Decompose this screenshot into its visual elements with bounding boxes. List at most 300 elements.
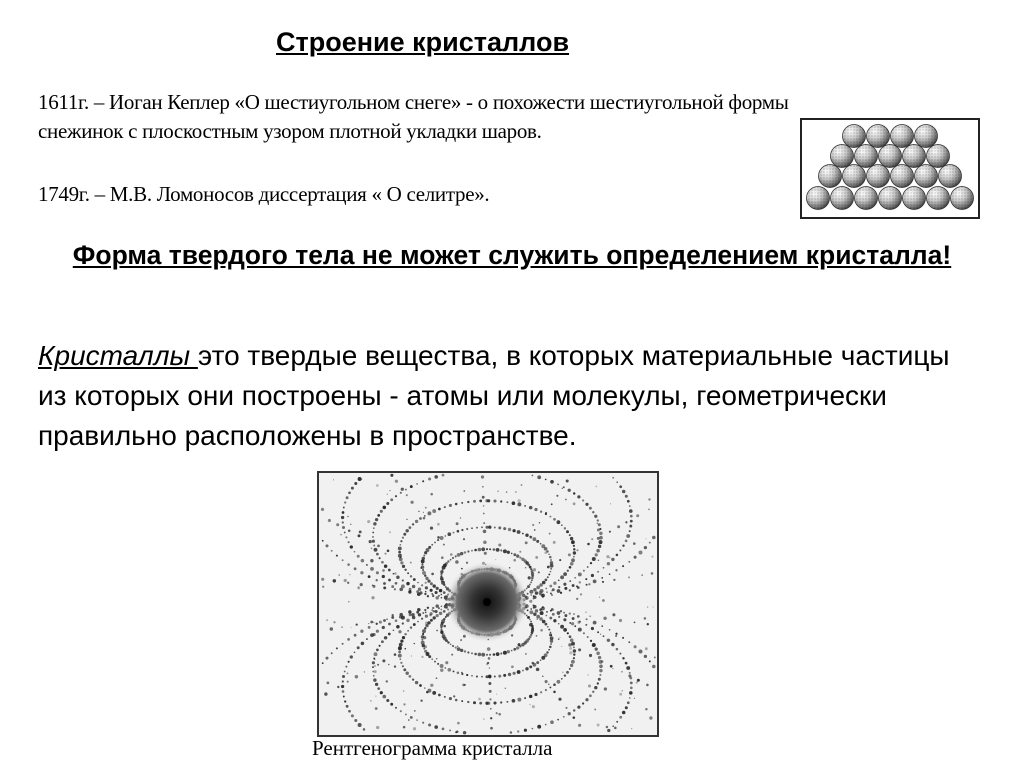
diffraction-spot [629,697,631,699]
sphere-texture [807,187,830,210]
diffraction-spot [521,643,524,646]
diffraction-spot [358,534,361,537]
diffraction-spot [530,634,532,636]
diffraction-spot [525,567,526,568]
diffraction-spot [652,606,653,607]
diffraction-spot [406,519,407,520]
diffraction-spot [361,559,365,563]
diffraction-spot [366,564,368,566]
diffraction-spot [372,666,374,668]
diffraction-spot [373,633,376,636]
diffraction-spot [525,653,527,655]
diffraction-spot [436,630,438,632]
diffraction-spot [389,531,391,533]
diffraction-spot [424,609,426,611]
diffraction-spot [532,475,534,477]
diffraction-spot [625,495,628,498]
diffraction-spot [386,699,389,702]
diffraction-spot [489,654,491,656]
diffraction-spot [512,672,515,675]
diffraction-spot [558,579,560,581]
history-line-lomonosov: 1749г. – М.В. Ломоносов диссертация « О селитре». [38,182,490,206]
diffraction-spot [481,526,483,528]
diffraction-spot [545,689,547,691]
diffraction-spot [471,550,473,552]
diffraction-spot [452,645,454,647]
diffraction-spot [374,665,376,667]
diffraction-spot [437,536,440,539]
diffraction-spot [539,591,543,595]
diffraction-spot [322,540,324,542]
diffraction-spot [529,506,533,510]
diffraction-spot [594,708,596,710]
diffraction-spot [342,690,345,693]
diffraction-spot [599,665,603,669]
diffraction-spot [630,520,633,523]
diffraction-spot [346,705,349,708]
diffraction-spot [398,551,401,554]
diffraction-spot [457,672,460,675]
diffraction-spot [493,548,496,551]
diffraction-spot [421,584,423,586]
diffraction-spot [337,686,339,688]
diffraction-spot [531,579,533,581]
diffraction-spot [342,643,344,645]
diffraction-spot [525,533,528,536]
diffraction-spot [390,703,393,706]
diffraction-spot [569,580,571,582]
diffraction-spot [531,631,534,634]
diffraction-spot [563,612,565,614]
diffraction-spot [417,621,419,623]
diffraction-spot [428,477,431,480]
diffraction-spot [546,591,548,593]
diffraction-spot [409,613,412,616]
diffraction-spot [548,629,550,631]
diffraction-spot [593,580,597,584]
diffraction-spot [413,578,416,581]
diffraction-spot [463,731,466,734]
diffraction-spot [360,630,363,633]
diffraction-spot [524,505,526,507]
diffraction-spot [406,494,408,496]
diffraction-spot [374,548,378,552]
diffraction-spot [530,536,532,538]
diffraction-spot [399,643,403,647]
sphere-texture [867,165,890,188]
diffraction-spot [361,478,363,480]
diffraction-spot [457,722,460,725]
diffraction-spot [402,565,405,568]
diffraction-spot [619,549,621,551]
diffraction-spot [542,606,544,608]
diffraction-spot [646,684,649,687]
diffraction-spot [383,695,387,699]
diffraction-spot [347,563,350,566]
diffraction-spot [486,548,488,550]
sphere-texture [951,187,974,210]
diffraction-spot [447,532,451,536]
diffraction-spot [545,680,548,683]
diffraction-spot [633,542,636,545]
diffraction-spot [532,662,535,665]
diffraction-spot [488,657,491,660]
diffraction-spot [513,553,516,556]
diffraction-spot [548,684,550,686]
diffraction-spot [646,538,647,539]
diffraction-spot [562,672,563,673]
diffraction-spot [414,643,415,644]
diffraction-spot [569,668,571,670]
diffraction-spot [591,574,594,577]
diffraction-spot [372,532,374,534]
diffraction-spot [392,614,394,616]
diffraction-spot [411,655,412,656]
diffraction-spot [536,668,540,672]
diffraction-spot [473,701,476,704]
diffraction-spot [529,600,532,603]
diffraction-spot [431,658,433,660]
diffraction-spot [593,621,597,625]
diffraction-spot [450,643,452,645]
diffraction-spot [517,698,521,702]
diffraction-spot [321,578,324,581]
diffraction-spot [614,727,617,730]
diffraction-spot [574,625,576,627]
diffraction-spot [597,529,600,532]
diffraction-spot [540,629,543,632]
diffraction-spot [566,530,569,533]
diffraction-spot [595,553,598,556]
diffraction-spot [586,618,588,620]
diffraction-spot [545,479,547,481]
diffraction-spot [496,652,500,656]
diffraction-spot [578,648,581,651]
diffraction-spot [629,505,631,507]
diffraction-spot [442,474,445,477]
diffraction-spot [408,610,411,613]
diffraction-spot [539,522,540,523]
diffraction-spot [402,665,404,667]
diffraction-spot [402,636,405,639]
sphere-texture [891,165,914,188]
diffraction-spot [587,543,590,546]
diffraction-spot [361,642,365,646]
diffraction-spot [350,545,353,548]
diffraction-spot [545,615,547,617]
diffraction-spot [595,486,597,488]
diffraction-spot [488,675,492,679]
diffraction-spot [601,660,604,663]
diffraction-spot [597,571,599,573]
diffraction-spot [400,554,401,555]
diffraction-spot [558,638,560,640]
diffraction-spot [594,515,597,518]
diffraction-spot [404,648,406,650]
diffraction-spot [647,623,649,625]
diffraction-spot [478,548,482,552]
diffraction-spot [609,629,611,631]
diffraction-spot [483,505,485,507]
diffraction-spot [628,576,630,578]
diffraction-spot [630,682,633,685]
diffraction-spot [412,678,414,680]
diffraction-spot [533,537,537,541]
diffraction-spot [634,645,637,648]
diffraction-spot [417,608,421,612]
diffraction-spot [432,691,436,695]
diffraction-spot [545,512,547,514]
diffraction-spot [393,629,395,631]
diffraction-spot [370,700,372,702]
diffraction-spot [443,591,446,594]
diffraction-spot [559,559,561,561]
diffraction-spot [443,633,445,635]
diffraction-spot [379,557,381,559]
diffraction-spot [549,617,552,620]
diffraction-spot [394,588,396,590]
diffraction-spot [450,559,452,561]
diffraction-spot [438,508,441,511]
diffraction-spot [436,658,437,659]
diffraction-spot [348,710,351,713]
diffraction-spot [597,519,599,521]
diffraction-spot [577,615,580,618]
crystal-definition [38,336,968,456]
diffraction-spot [398,654,402,658]
diffraction-spot [425,615,428,618]
diffraction-spot [447,641,449,643]
diffraction-spot [597,537,600,540]
diffraction-spot [550,720,554,724]
diffraction-spot [383,506,387,510]
diffraction-spot [496,694,497,695]
diffraction-spot [629,530,631,532]
diffraction-spot [391,585,394,588]
diffraction-spot [603,635,605,637]
diffraction-spot [456,522,459,525]
diffraction-spot [550,561,553,564]
diffraction-spot [592,643,596,647]
diffraction-spot [336,523,339,526]
diffraction-spot [344,532,346,534]
diffraction-spot [440,609,442,611]
diffraction-spot [525,667,528,670]
diffraction-spot [481,475,484,478]
diffraction-spot [595,647,598,650]
diffraction-spot [461,502,463,504]
diffraction-spot [493,499,496,502]
diffraction-spot [541,544,545,548]
diffraction-spot [436,677,438,679]
sphere-texture [831,187,854,210]
diffraction-spot [342,675,345,678]
diffraction-spot [585,624,587,626]
diffraction-spot [416,719,418,721]
diffraction-spot [607,639,610,642]
diffraction-spot [380,510,383,513]
diffraction-spot [404,569,406,571]
diffraction-spot [417,582,419,584]
diffraction-spot [521,558,524,561]
diffraction-spot [587,674,589,676]
diffraction-spot [453,532,455,534]
diffraction-spot [466,674,468,676]
diffraction-spot [588,583,590,585]
diffraction-spot [326,619,328,621]
diffraction-spot [382,659,385,662]
diffraction-spot [461,529,463,531]
diffraction-spot [455,699,458,702]
diffraction-spot [613,579,615,581]
diffraction-spot [413,623,416,626]
diffraction-spot [591,627,594,630]
diffraction-spot [579,581,581,583]
diffraction-spot [434,725,438,729]
diffraction-spot [429,614,431,616]
diffraction-spot [476,676,478,678]
diffraction-spot [597,631,599,633]
diffraction-spot [350,524,351,525]
diffraction-spot [375,683,378,686]
diffraction-spot [577,621,580,624]
diffraction-spot [610,503,611,504]
diffraction-spot [395,582,398,585]
diffraction-spot [500,652,502,654]
diffraction-spot [599,536,603,540]
diffraction-spot [396,625,400,629]
diffraction-spot [503,651,507,655]
diffraction-spot [359,530,362,533]
diffraction-spot [616,554,619,557]
diffraction-spot [566,479,569,482]
diffraction-spot [547,566,550,569]
diffraction-spot [347,516,348,517]
diffraction-spot [385,553,387,555]
diffraction-spot [587,636,589,638]
diffraction-spot [636,514,639,517]
diffraction-spot [370,567,374,571]
diffraction-spot [415,681,418,684]
diffraction-spot [622,490,626,494]
diffraction-spot [500,549,502,551]
diffraction-spot [512,529,515,532]
diffraction-spot [553,541,556,544]
diffraction-spot [437,523,440,526]
diffraction-spot [455,647,457,649]
diffraction-spot [510,731,513,734]
diffraction-spot [550,480,554,484]
diffraction-spot [393,573,395,575]
diffraction-spot [511,553,513,555]
diffraction-spot [409,591,411,593]
xray-diffraction-drawing [319,473,657,735]
diffraction-spot [372,540,375,543]
diffraction-spot [644,546,647,549]
diffraction-spot [535,591,538,594]
diffraction-spot [597,723,600,726]
diffraction-spot [460,639,462,641]
diffraction-spot [419,517,422,520]
diffraction-spot [603,567,605,569]
diffraction-spot [441,605,443,607]
diffraction-spot [433,616,436,619]
diffraction-spot [481,653,485,657]
diffraction-spot [606,726,609,729]
diffraction-spot [498,713,501,716]
diffraction-spot [326,657,329,660]
diffraction-spot [463,538,465,540]
diffraction-spot [409,675,412,678]
diffraction-spot [568,553,571,556]
sphere-texture [843,125,866,148]
sphere-texture [915,125,938,148]
diffraction-spot [609,531,611,533]
diffraction-spot [394,653,397,656]
diffraction-spot [507,650,510,653]
diffraction-spot [527,616,530,619]
diffraction-spot [440,573,442,575]
diffraction-spot [450,553,453,556]
diffraction-spot [574,577,576,579]
diffraction-spot [394,572,397,575]
diffraction-spot [598,523,601,526]
diffraction-spot [564,587,567,590]
diffraction-spot [437,663,439,665]
diffraction-spot [432,509,436,513]
diffraction-spot [424,645,427,648]
diffraction-spot [400,639,403,642]
diffraction-spot [648,509,650,511]
diffraction-spot [432,607,434,609]
diffraction-spot [363,728,366,731]
diffraction-spot [422,722,424,724]
diffraction-spot [423,555,425,557]
diffraction-spot [435,596,438,599]
diffraction-spot [390,498,393,501]
diffraction-spot [649,660,651,662]
history-line-kepler: 1611г. – Иоган Кеплер «О шестиугольном снеге» - о похожести шестиугольной формы [38,90,789,114]
diffraction-spot [466,562,468,564]
diffraction-spot [534,693,537,696]
diffraction-spot [356,623,358,625]
diffraction-spot [567,632,569,634]
diffraction-spot [366,638,368,640]
diffraction-spot [435,610,438,613]
diffraction-spot [379,621,382,624]
diffraction-spot [383,582,386,585]
diffraction-spot [464,650,466,652]
diffraction-spot [590,640,592,642]
diffraction-spot [451,654,453,656]
diffraction-spot [422,629,426,633]
diffraction-spot [546,651,548,653]
diffraction-spot [609,557,611,559]
diffraction-spot [358,723,362,727]
diffraction-spot [406,619,409,622]
diffraction-spot [370,559,373,562]
diffraction-spot [645,708,647,710]
diffraction-spot [530,581,532,583]
diffraction-spot [374,659,375,660]
xray-diffraction-image [317,471,659,737]
diffraction-spot [436,587,439,590]
diffraction-spot [536,540,539,543]
diffraction-spot [440,629,442,631]
diffraction-spot [371,596,374,599]
diffraction-spot [388,664,390,666]
diffraction-spot [549,516,551,518]
